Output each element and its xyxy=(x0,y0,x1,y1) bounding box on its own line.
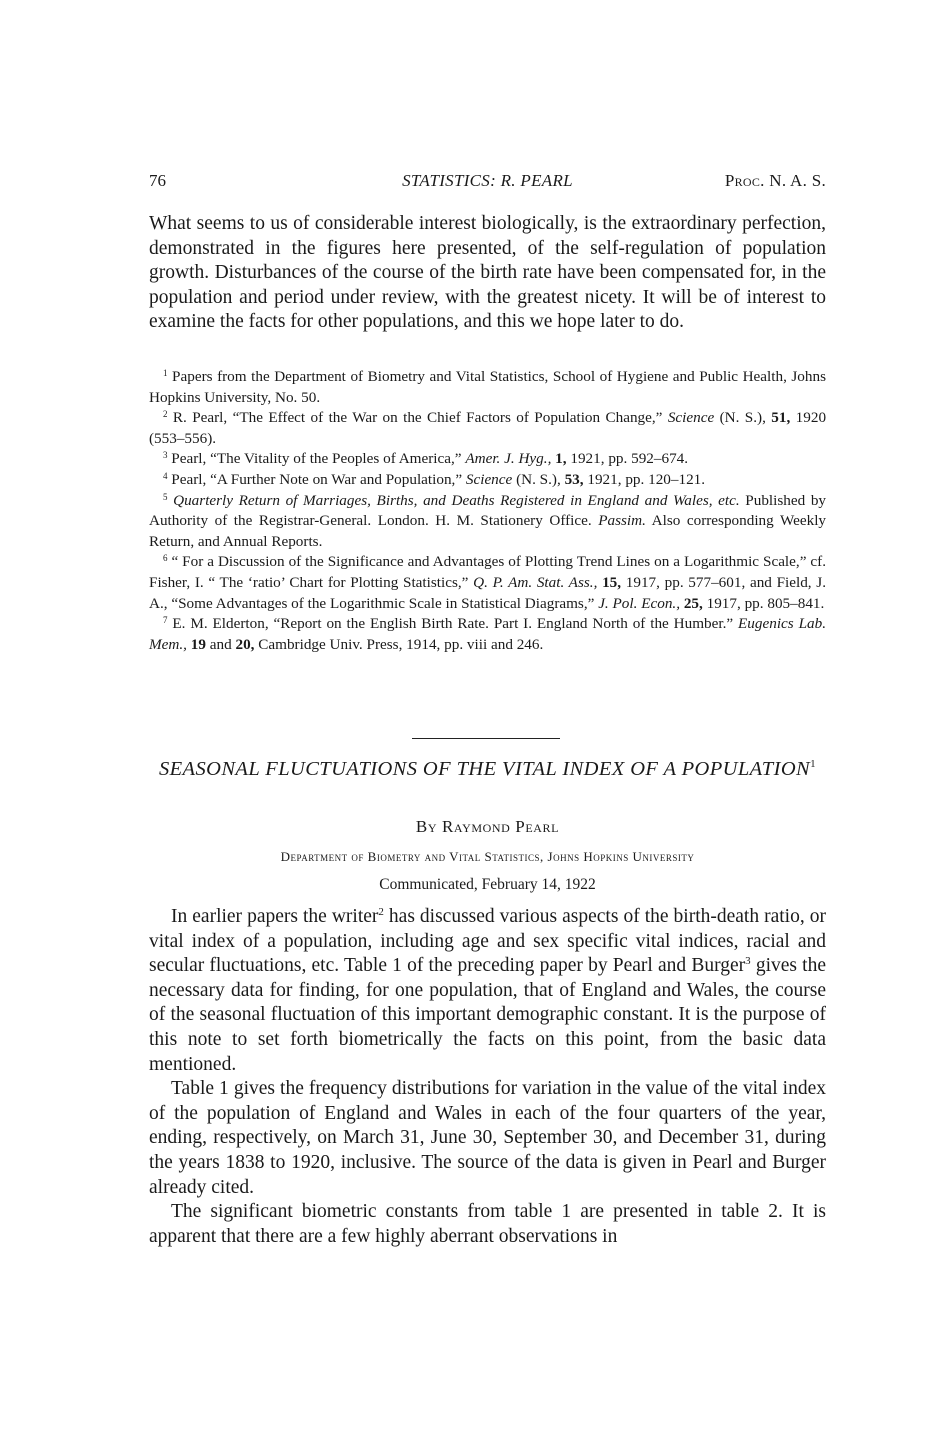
author-byline: By Raymond Pearl xyxy=(415,817,560,836)
article-paragraph-3: The significant biometric constants from table 1 are presented in table 2. It is apparent that there are a few highly aberrant observations in xyxy=(149,1201,826,1247)
footnote-2: $^2$ R. Pearl, “The Effect of the War on the Chief Factors of Population Change,” Science (N. S.), 51, 1920 (553–556). xyxy=(149,409,827,447)
footnote-4: $^4$ Pearl, “A Further Note on War and Population,” Science (N. S.), 53, 1921, pp. 120–121. xyxy=(163,470,706,488)
intro-block xyxy=(149,212,826,335)
article-paragraph-2: Table 1 gives the frequency distributions for variation in the value of the vital index of the population of England and Wales in each of the four quarters of the year, ending, respectively, on March 31, June 30, September 30, and December 31, during the years 1838 to 1920, inclusive. The source of the data is given in Pearl and Burger already cited. xyxy=(149,1078,826,1198)
article-paragraph-1: In earlier papers the writer$^2$ has discussed various aspects of the birth-death ratio, or vital index of a population, including age and sex specific vital indices, racial and secular fluctuations, etc. Table 1 of the preceding paper by Pearl and Burger$^3$ gives the necessary data for finding, for one population, that of England and Wales, the course of the seasonal fluctuation of this important demographic constant. It is the purpose of this note to set forth biometrically the facts on this point, from the basic data mentioned. xyxy=(149,906,827,1075)
article-body xyxy=(149,905,826,1249)
footnote-7: $^7$ E. M. Elderton, “Report on the English Birth Rate. Part I. England North of the Humber.” Eugenics Lab. Mem., 19 and 20, Cambridge Univ. Press, 1914, pp. viii and 246. xyxy=(149,615,827,653)
section-divider xyxy=(412,738,560,739)
running-title: STATISTICS: R. PEARL xyxy=(402,171,573,190)
footnote-1: $^1$ Papers from the Department of Biometry and Vital Statistics, School of Hygiene and Public Health, Johns Hopkins University, No. 50. xyxy=(149,368,827,406)
intro-paragraph: What seems to us of considerable interest biologically, is the extraordinary perfection, demonstrated in the figures here presented, of the self-regulation of population growth. Disturbances of the course of the birth rate have been compensated for, in the population and period under review, with the greatest nicety. It will be of interest to examine the facts for other populations, and this we hope later to do. xyxy=(149,213,826,333)
author-affiliation: Department of Biometry and Vital Statistics, Johns Hopkins University xyxy=(280,849,695,864)
footnote-5: $^5$ Quarterly Return of Marriages, Births, and Deaths Registered in England and Wales, etc. Published by Authority of the Registrar-General. London. H. M. Stationery Office. Passim. Also corresponding Weekly Return, and Annual Reports. xyxy=(149,491,827,550)
running-head xyxy=(149,171,826,193)
communicated-date: Communicated, February 14, 1922 xyxy=(379,876,596,893)
footnote-3: $^3$ Pearl, “The Vitality of the Peoples of America,” Amer. J. Hyg., 1, 1921, pp. 592–674. xyxy=(163,450,689,468)
title-footnote-mark: 1 xyxy=(810,758,817,770)
footnote-6: $^6$ “ For a Discussion of the Significance and Advantages of Plotting Trend Lines on a Logarithmic Scale,” cf. Fisher, I. “ The ‘ratio’ Chart for Plotting Statistics,” Q. P. Am. Stat. Ass., 15, 1917, pp. 577–601, and Field, J. A., “Some Advantages of the Logarithmic Scale in Statistical Diagrams,” J. Pol. Econ., 25, 1917, pp. 805–841. xyxy=(149,553,827,612)
page-number: 76 xyxy=(149,171,166,190)
journal-abbrev: Proc. N. A. S. xyxy=(724,171,826,190)
footnotes xyxy=(149,367,826,655)
article-title: SEASONAL FLUCTUATIONS OF THE VITAL INDEX OF A POPULATION$^1$ xyxy=(158,758,817,780)
